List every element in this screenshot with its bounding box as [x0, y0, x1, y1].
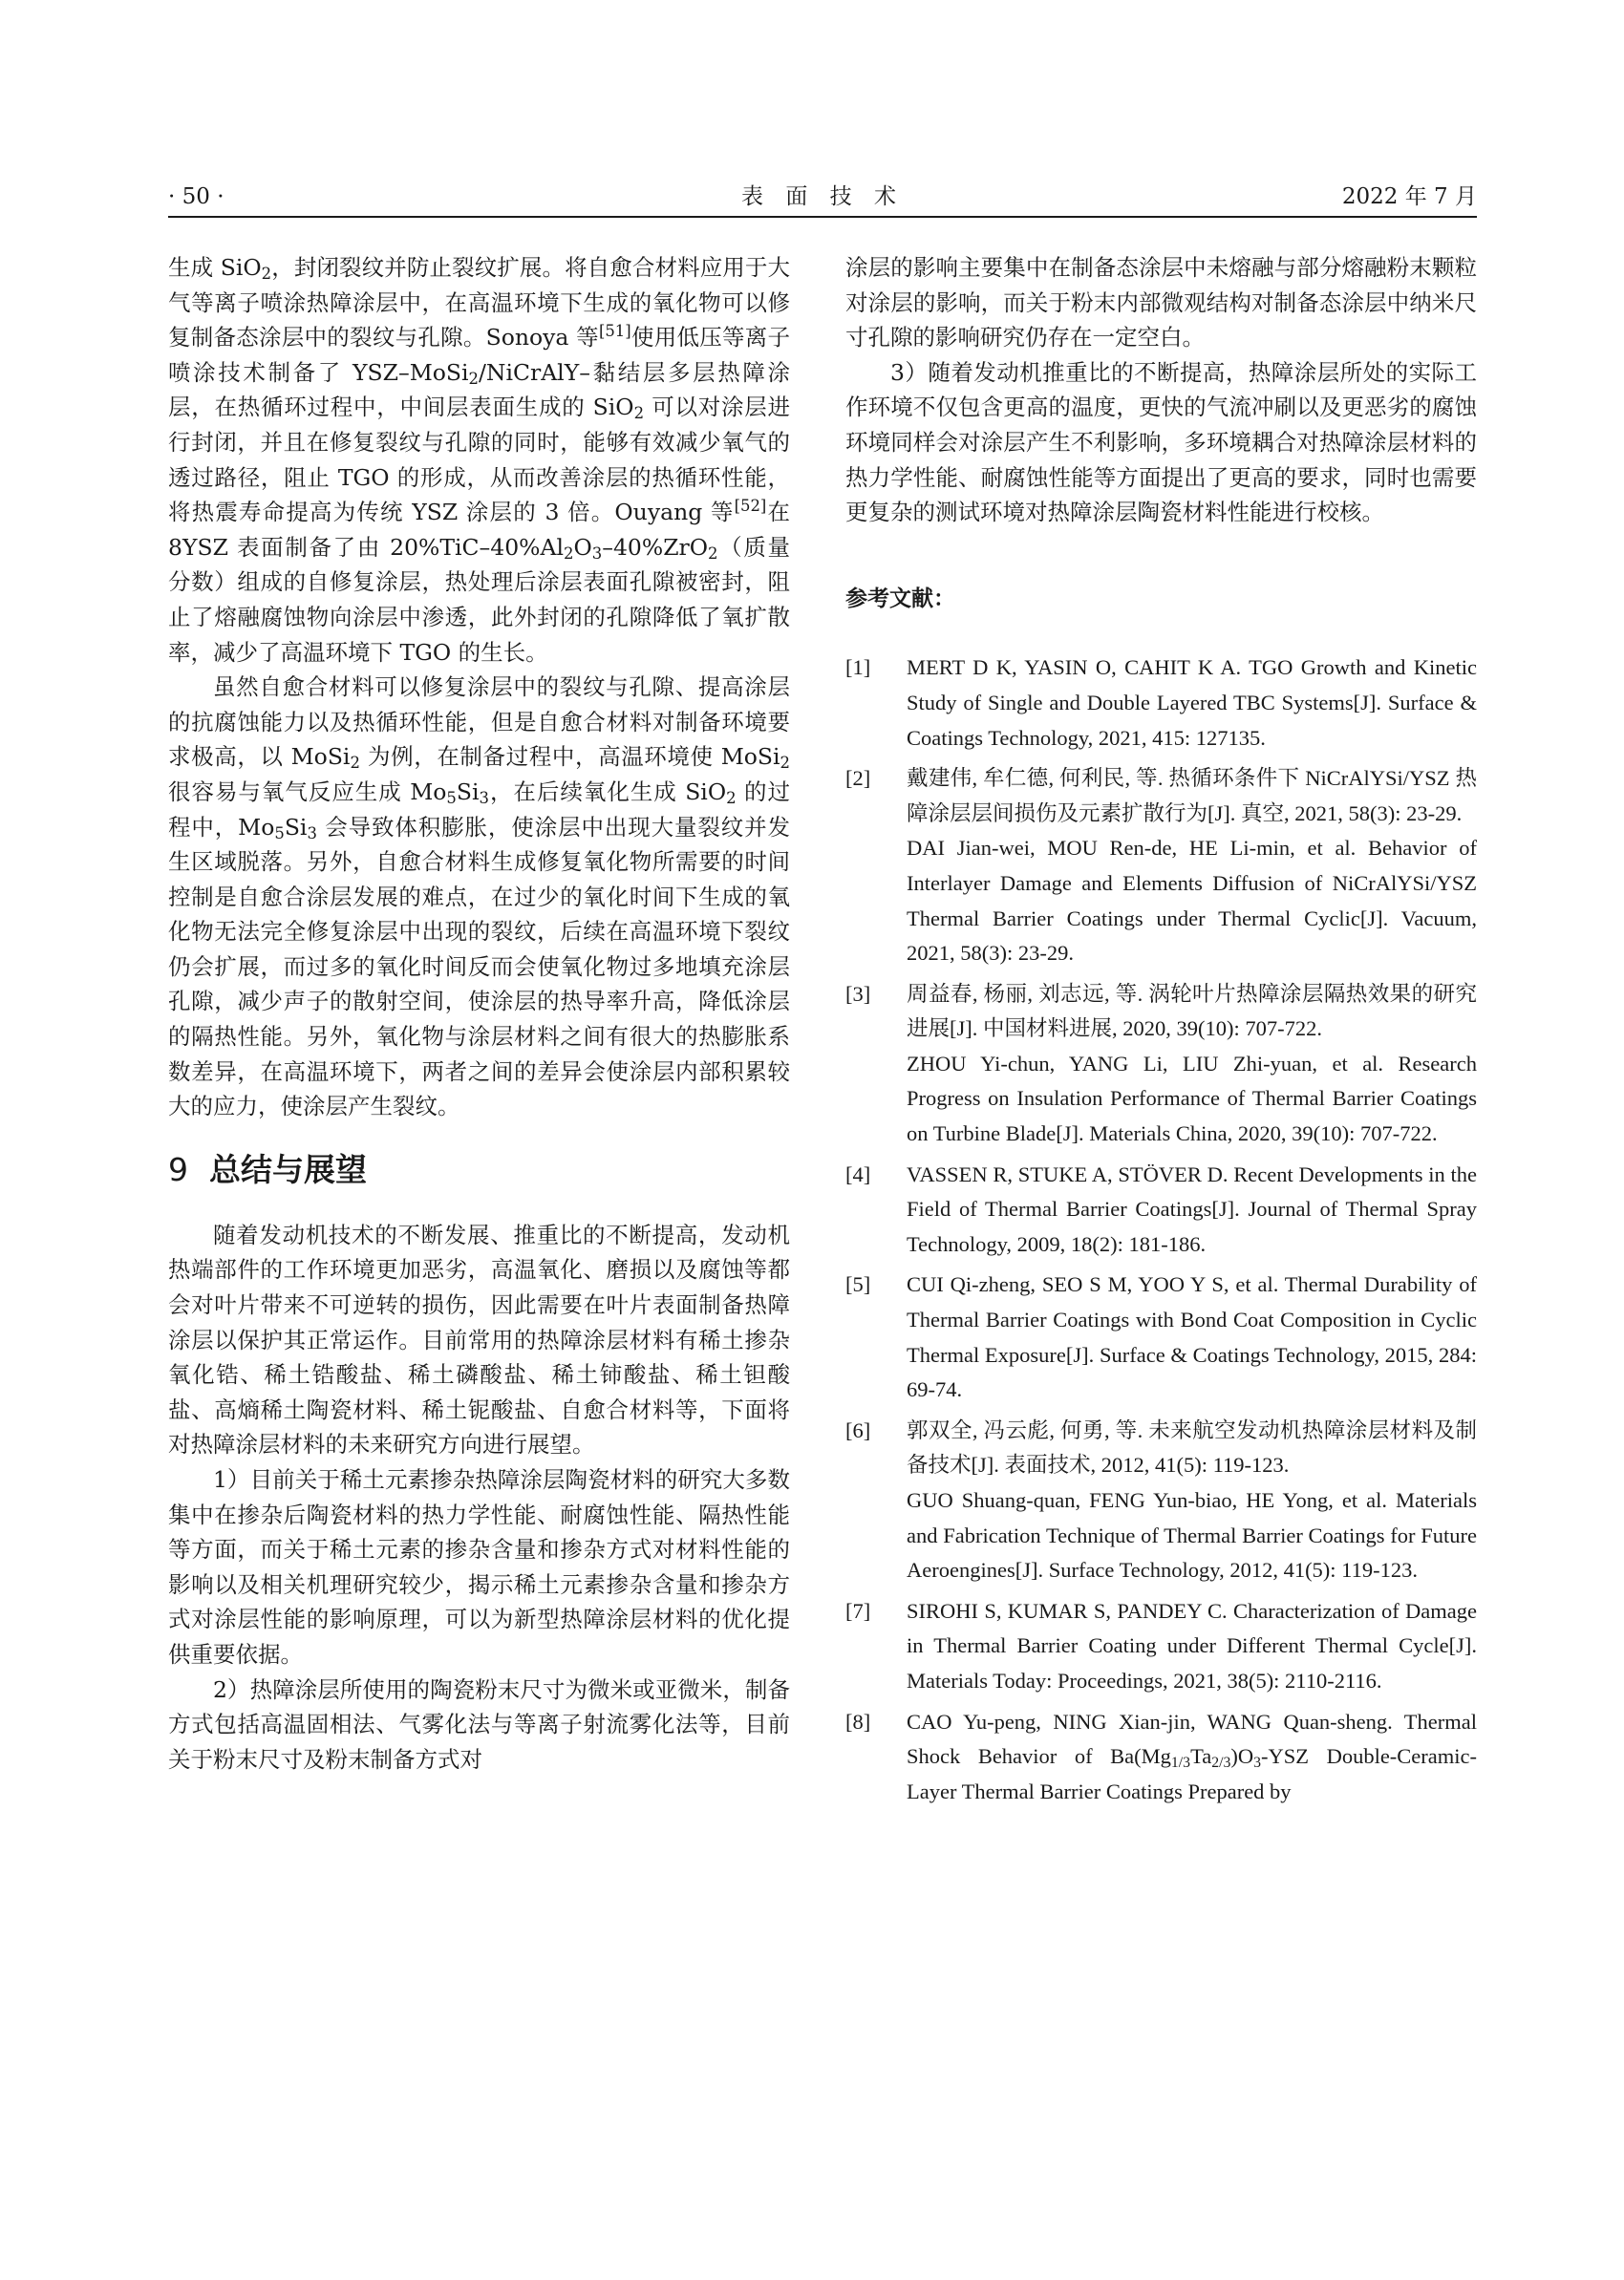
paragraph-outlook-3: 3）随着发动机推重比的不断提高，热障涂层所处的实际工作环境不仅包含更高的温度，更快的气流冲刷以及更恶劣的腐蚀环境同样会对涂层产生不利影响，多环境耦合对热障涂层材料的热力学性能、耐腐蚀性能等方面提出了更高的要求，同时也需要更复杂的测试环境对热障涂层陶瓷材料性能进行校核。 — [845, 358, 1477, 526]
reference-text — [907, 1158, 1477, 1263]
reference-item — [845, 761, 1477, 971]
reference-text — [907, 1414, 1477, 1588]
reference-text: CAO Yu-peng, NING Xian-jin, WANG Quan-sheng. Thermal Shock Behavior of $Ba(Mg_{1/3}Ta_{2/3})O_3$-YSZ Double-Ceramic-Layer Thermal Barrier Coatings Prepared by — [907, 1709, 1477, 1803]
reference-list — [845, 650, 1477, 1698]
reference-text — [907, 1268, 1477, 1407]
citation-51[interactable]: [51] — [598, 322, 631, 341]
page-number: · 50 · — [168, 184, 224, 209]
paragraph-outlook-2: 2）热障涂层所使用的陶瓷粉末尺寸为微米或亚微米，制备方式包括高温固相法、气雾化法与等离子射流雾化法等，目前关于粉末尺寸及粉末制备方式对 — [168, 1675, 790, 1773]
reference-number: [5] — [845, 1272, 871, 1297]
running-header — [168, 178, 1477, 218]
right-column — [845, 250, 1477, 1815]
reference-text — [907, 761, 1477, 971]
reference-item — [845, 1268, 1477, 1407]
section-heading — [168, 1149, 790, 1191]
reference-line: VASSEN R, STUKE A, STÖVER D. Recent Developments in the Field of Thermal Barrier Coatings[J]. Journal of Thermal Spray Technology, 2009, 18(2): 181-186. — [907, 1161, 1477, 1256]
reference-item — [845, 977, 1477, 1152]
citation-52[interactable]: [52] — [734, 497, 767, 516]
reference-line: GUO Shuang-quan, FENG Yun-biao, HE Yong, et al. Materials and Fabrication Technique of Thermal Barrier Coatings for Future Aeroengines[J]. Surface Technology, 2012, 41(5): 119-123. — [907, 1488, 1477, 1583]
reference-number: [1] — [845, 655, 871, 680]
journal-title: 表 面 技 术 — [741, 184, 904, 209]
reference-item — [845, 1414, 1477, 1588]
paragraph-self-healing-limits: 虽然自愈合材料可以修复涂层中的裂纹与孔隙、提高涂层的抗腐蚀能力以及热循环性能，但是自愈合材料对制备环境要求极高，以 MoSi$_2$ 为例，在制备过程中，高温环境使 MoSi$_2$ 很容易与氧气反应生成 $Mo_5Si_3$，在后续氧化生成 SiO$_2$ 的过程中，$Mo_5Si_3$ 会导致体积膨胀，使涂层中出现大量裂纹并发生区域脱落。另外，自愈合材料生成修复氧化物所需要的时间控制是自愈合涂层发展的难点，在过少的氧化时间下生成的氧化物无法完全修复涂层中出现的裂纹，后续在高温环境下裂纹仍会扩展，而过多的氧化时间反而会使氧化物过多地填充涂层孔隙，减少声子的散射空间，使涂层的热导率升高，降低涂层的隔热性能。另外，氧化物与涂层材料之间有很大的热膨胀系数差异，在高温环境下，两者之间的差异会使涂层内部积累较大的应力，使涂层产生裂纹。 — [168, 673, 791, 1120]
reference-number: [4] — [845, 1161, 871, 1186]
paragraph-self-healing: 生成 SiO$_2$，封闭裂纹并防止裂纹扩展。将自愈合材料应用于大气等离子喷涂热障涂层中，在高温环境下生成的氧化物可以修复制备态涂层中的裂纹与孔隙。Sonoya 等[51]使用低压等离子喷涂技术制备了 YSZ–MoSi$_2$/NiCrAlY–黏结层多层热障涂层，在热循环过程中，中间层表面生成的 SiO$_2$ 可以对涂层进行封闭，并且在修复裂纹与孔隙的同时，能够有效减少氧气的透过路径，阻止 TGO 的形成，从而改善涂层的热循环性能，将热震寿命提高为传统 YSZ 涂层的 3 倍。Ouyang 等[52]在 8YSZ 表面制备了由 $20\%TiC-40\%Al_2O_3-40\%ZrO_2$（质量分数）组成的自修复涂层，热处理后涂层表面孔隙被密封，阻止了熔融腐蚀物向涂层中渗透，此外封闭的孔隙降低了氧扩散率，减少了高温环境下 TGO 的生长。 — [168, 254, 791, 666]
reference-text — [907, 977, 1477, 1152]
reference-number: [6] — [845, 1417, 871, 1442]
reference-line: ZHOU Yi-chun, YANG Li, LIU Zhi-yuan, et al. Research Progress on Insulation Performance of Thermal Barrier Coatings on Turbine Blade[J]. Materials China, 2020, 39(10): 707-722. — [907, 1051, 1477, 1146]
reference-number: [7] — [845, 1598, 871, 1623]
reference-item — [845, 1158, 1477, 1263]
reference-item — [845, 1705, 1477, 1810]
section-number: 9 — [168, 1150, 188, 1188]
paragraph-outlook-2-continued: 涂层的影响主要集中在制备态涂层中未熔融与部分熔融粉末颗粒对涂层的影响，而关于粉末内部微观结构对制备态涂层中纳米尺寸孔隙的影响研究仍存在一定空白。 — [845, 254, 1477, 352]
reference-line: 周益春, 杨丽, 刘志远, 等. 涡轮叶片热障涂层隔热效果的研究进展[J]. 中国材料进展, 2020, 39(10): 707-722. — [907, 981, 1477, 1041]
issue-date: 2022 年 7 月 — [1341, 184, 1477, 209]
paragraph-outlook-1: 1）目前关于稀土元素掺杂热障涂层陶瓷材料的研究大多数集中在掺杂后陶瓷材料的热力学性能、耐腐蚀性能、隔热性能等方面，而关于稀土元素的掺杂含量和掺杂方式对材料性能的影响以及相关机理研究较少，揭示稀土元素掺杂含量和掺杂方式对涂层性能的影响原理，可以为新型热障涂层材料的优化提供重要依据。 — [168, 1466, 790, 1668]
paragraph-outlook-intro: 随着发动机技术的不断发展、推重比的不断提高，发动机热端部件的工作环境更加恶劣，高温氧化、磨损以及腐蚀等都会对叶片带来不可逆转的损伤，因此需要在叶片表面制备热障涂层以保护其正常运作。目前常用的热障涂层材料有稀土掺杂氧化锆、稀土锆酸盐、稀土磷酸盐、稀土铈酸盐、稀土钽酸盐、高熵稀土陶瓷材料、稀土铌酸盐、自愈合材料等，下面将对热障涂层材料的未来研究方向进行展望。 — [168, 1221, 790, 1459]
reference-line: 郭双全, 冯云彪, 何勇, 等. 未来航空发动机热障涂层材料及制备技术[J]. 表面技术, 2012, 41(5): 119-123. — [907, 1417, 1477, 1478]
reference-line: DAI Jian-wei, MOU Ren-de, HE Li-min, et al. Behavior of Interlayer Damage and Elements Diffusion of NiCrAlYSi/YSZ Thermal Barrier Coatings under Thermal Cyclic[J]. Vacuum, 2021, 58(3): 23-29. — [907, 836, 1477, 966]
reference-line: 戴建伟, 牟仁德, 何利民, 等. 热循环条件下 NiCrAlYSi/YSZ 热障涂层层间损伤及元素扩散行为[J]. 真空, 2021, 58(3): 23-29. — [907, 766, 1477, 825]
reference-line: MERT D K, YASIN O, CAHIT K A. TGO Growth and Kinetic Study of Single and Double Layered TBC Systems[J]. Surface & Coatings Technology, 2021, 415: 127135. — [907, 655, 1477, 750]
reference-text — [907, 1594, 1477, 1699]
reference-line: CUI Qi-zheng, SEO S M, YOO Y S, et al. Thermal Durability of Thermal Barrier Coatings with Bond Coat Composition in Cyclic Thermal Exposure[J]. Surface & Coatings Technology, 2015, 284: 69-74. — [907, 1272, 1477, 1402]
section-title: 总结与展望 — [209, 1150, 367, 1188]
reference-item — [845, 650, 1477, 756]
reference-number: [8] — [845, 1709, 871, 1734]
reference-line: SIROHI S, KUMAR S, PANDEY C. Characterization of Damage in Thermal Barrier Coating under Different Thermal Cycle[J]. Materials Today: Proceedings, 2021, 38(5): 2110-2116. — [907, 1598, 1477, 1693]
references-heading: 参考文献： — [845, 586, 955, 611]
reference-number: [3] — [845, 981, 871, 1006]
reference-item — [845, 1594, 1477, 1699]
reference-text — [907, 650, 1477, 756]
left-column — [168, 250, 790, 1777]
reference-number: [2] — [845, 766, 871, 791]
